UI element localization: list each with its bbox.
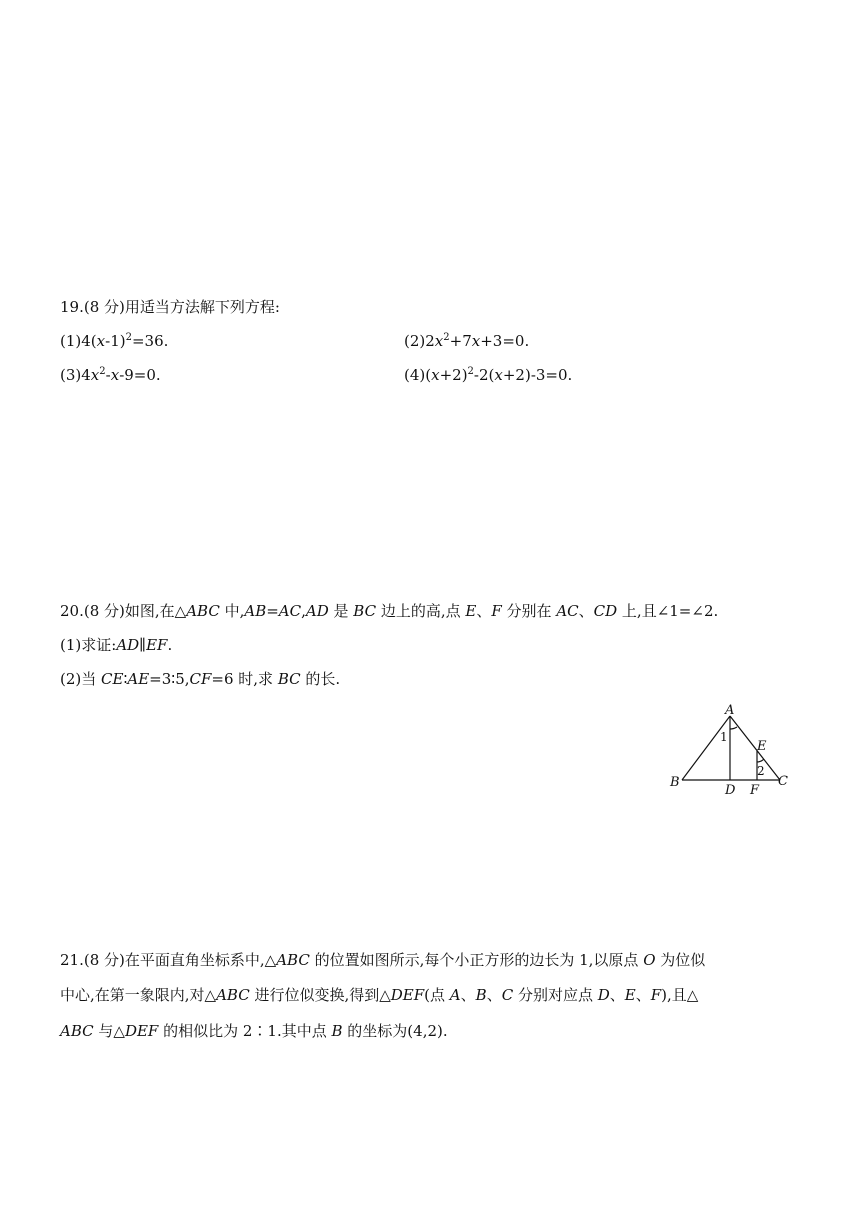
label-d: D [725,783,736,798]
q21-line-1: 21.(8 分)在平面直角坐标系中,△ABC 的位置如图所示,每个小正方形的边长为 1,以原点 O 为位似 [60,951,706,969]
q20-statement: 20.(8 分)如图,在△ABC 中,AB=AC,AD 是 BC 边上的高,点 E、F 分别在 AC、CD 上,且∠1=∠2. [60,602,719,620]
q19-header: 19.(8 分)用适当方法解下列方程: [60,298,280,316]
q19-part-4: $(4)(x+2)^2-2(x+2)-3=0$. [404,366,573,384]
label-angle-2: 2 [757,764,765,778]
q21-line-2: 中心,在第一象限内,对△ABC 进行位似变换,得到△DEF(点 A、B、C 分别对应点 D、E、F),且△ [60,986,699,1004]
segment-ab [682,716,730,780]
label-b: B [670,775,680,790]
q20-figure [664,700,798,800]
q19-part-1: $(1)4(x-1)^2=36$. [60,332,169,350]
label-e: E [757,739,767,754]
q19-part-2: $(2)2x^2+7x+3=0$. [404,332,530,350]
label-a: A [725,703,735,718]
angle-2-arc [757,759,764,762]
angle-1-arc [730,727,737,729]
label-angle-1: 1 [720,730,728,744]
q20-part-1: (1)求证:AD∥EF. [60,636,173,654]
q19-part-3: $(3)4x^2-x-9=0$. [60,366,161,384]
label-f: F [750,783,760,798]
q20-part-2: (2)当 CE∶AE=3∶5,CF=6 时,求 BC 的长. [60,670,341,688]
segment-ac [730,716,780,780]
label-c: C [778,774,788,789]
q21-line-3: ABC 与△DEF 的相似比为 2∶1.其中点 B 的坐标为(4,2). [60,1022,448,1040]
